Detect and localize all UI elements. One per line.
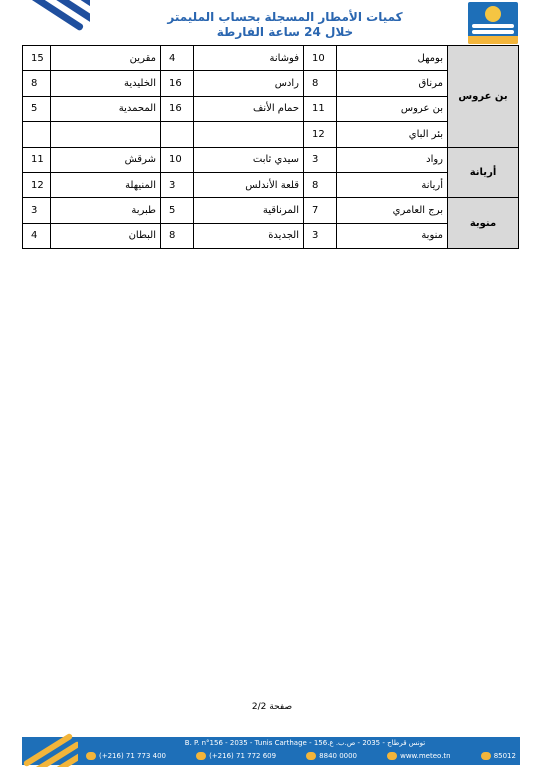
fax-text: (+216) 71 772 609 [209,752,277,760]
table-row [23,122,519,147]
contact-phone-1 [86,750,166,762]
station-cell: سيدي ثابت [194,147,304,172]
phone-text: 8840 0000 [319,752,358,760]
rain-value: 3 [23,198,51,223]
station-cell: برج العامري [337,198,448,223]
station-cell: طبربة [51,198,161,223]
rain-value: 4 [23,223,51,248]
station-cell: رواد [337,147,448,172]
station-cell: شرقش [51,147,161,172]
rain-value: 16 [161,71,194,96]
title-line-1: كميات الأمطار المسجلة بحساب المليمتر [167,10,403,24]
station-cell: قلعة الأندلس [194,172,304,197]
station-cell: فوشانة [194,46,304,71]
station-cell [51,122,161,147]
station-cell: بئر الباي [337,122,448,147]
phone-icon [86,752,96,760]
rain-value: 7 [304,198,337,223]
footer-decoration [18,727,78,767]
governorate-cell: أريانة [448,147,519,198]
contact-phone-2 [196,750,276,762]
station-cell [194,122,304,147]
station-cell: الجديدة [194,223,304,248]
table-row [23,172,519,197]
contact-phone-3 [306,750,357,762]
rain-value: 10 [304,46,337,71]
rain-value: 8 [304,172,337,197]
fax-icon [196,752,206,760]
code-text: 85012 [493,752,516,760]
institute-logo [468,2,518,44]
rain-value: 5 [23,96,51,121]
station-cell: مقرين [51,46,161,71]
rain-value: 3 [304,223,337,248]
station-cell: بن عروس [337,96,448,121]
table-row [23,223,519,248]
footer-address: B. P. n°156 - 2035 - Tunis Carthage - تونس قرطاج - 2035 - ص.ب. ع.156 [184,739,426,747]
station-cell: بومهل [337,46,448,71]
station-cell: البطان [51,223,161,248]
rain-value: 8 [23,71,51,96]
rain-value: 10 [161,147,194,172]
rain-value: 12 [304,122,337,147]
governorate-cell: بن عروس [448,46,519,148]
governorate-cell: منوبة [448,198,519,249]
globe-icon [387,752,397,760]
page-number: صفحة 2/2 [251,702,293,712]
rain-value: 8 [304,71,337,96]
phone-text: (+216) 71 773 400 [99,752,166,760]
document-title [140,10,430,40]
station-cell: المرناقية [194,198,304,223]
header-decoration [0,0,90,46]
table-row [23,71,519,96]
rain-value: 5 [161,198,194,223]
contact-website [387,750,451,762]
rain-value [161,122,194,147]
rain-value [23,122,51,147]
footer-contacts [86,750,516,762]
title-line-2: خلال 24 ساعة الفارطة [216,25,354,39]
station-cell: المنيهلة [51,172,161,197]
contact-code [481,750,516,762]
rain-value: 3 [304,147,337,172]
station-cell: حمام الأنف [194,96,304,121]
station-cell: أريانة [337,172,448,197]
rain-value: 11 [23,147,51,172]
station-cell: الخليدية [51,71,161,96]
rain-value: 11 [304,96,337,121]
mail-icon [481,752,491,760]
rain-value: 4 [161,46,194,71]
rain-value: 12 [23,172,51,197]
table-row [23,46,519,71]
station-cell: رادس [194,71,304,96]
rainfall-table [22,45,519,249]
phone-icon [306,752,316,760]
table-row [23,147,519,172]
table-row [23,198,519,223]
website-text: www.meteo.tn [400,752,451,760]
rain-value: 3 [161,172,194,197]
station-cell: منوبة [337,223,448,248]
rain-value: 15 [23,46,51,71]
rain-value: 8 [161,223,194,248]
table-row [23,96,519,121]
rain-value: 16 [161,96,194,121]
station-cell: المحمدية [51,96,161,121]
station-cell: مرناق [337,71,448,96]
